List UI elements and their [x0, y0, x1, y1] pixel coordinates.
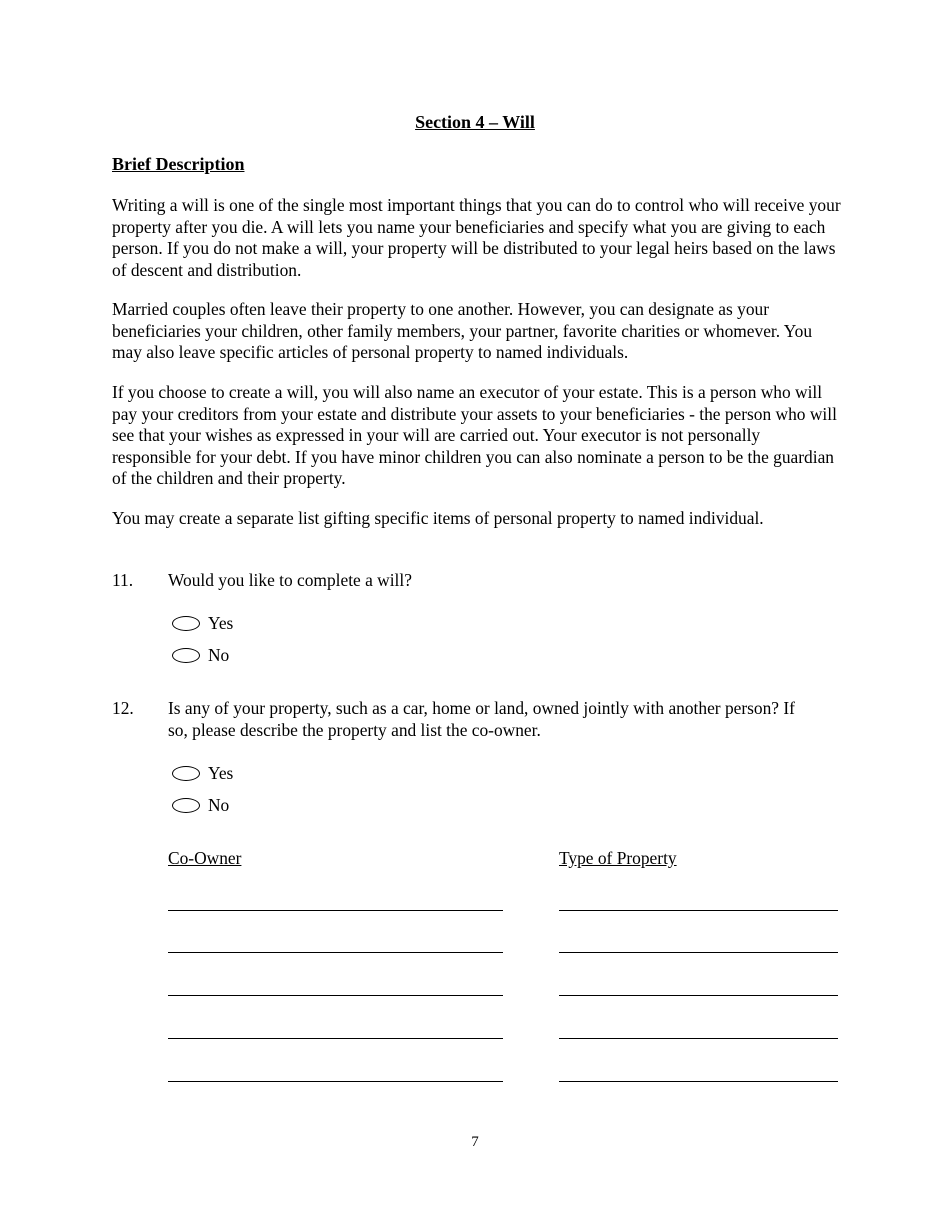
- co-owner-line-2[interactable]: [168, 952, 503, 953]
- paragraph-3: If you choose to create a will, you will also name an executor of your estate. This is a person who will pay your creditors from your estate and distribute your assets to your beneficiaries - the person who will see that your wishes as expressed in your will are carried out. Your executor is not personally responsible for your debt. If you have minor children you can also nominate a person to be the guardian of the children and their property.: [112, 382, 837, 488]
- co-owner-line-4[interactable]: [168, 1038, 503, 1039]
- paragraph-1: Writing a will is one of the single most important things that you can do to control who will receive your property after you die. A will lets you name your beneficiaries and specify what you are giving to each person. If you do not make a will, your property will be distributed to your legal heirs based on the laws of descent and distribution.: [112, 195, 841, 280]
- property-line-4[interactable]: [559, 1038, 838, 1039]
- co-owner-line-3[interactable]: [168, 995, 503, 996]
- q11-no-radio[interactable]: [172, 648, 200, 663]
- section-title: Section 4 – Will: [415, 112, 535, 132]
- question-11-text: Would you like to complete a will?: [168, 570, 412, 590]
- q11-no-option[interactable]: [172, 645, 229, 666]
- q11-no-label: No: [208, 645, 230, 665]
- q12-yes-option[interactable]: [172, 763, 233, 784]
- q11-yes-radio[interactable]: [172, 616, 200, 631]
- property-line-5[interactable]: [559, 1081, 838, 1082]
- question-12-number: 12.: [112, 698, 134, 718]
- q11-yes-option[interactable]: [172, 613, 233, 634]
- brief-description-heading: Brief Description: [112, 154, 245, 174]
- question-11-number: 11.: [112, 570, 134, 590]
- q11-yes-label: Yes: [208, 613, 234, 633]
- paragraph-4: You may create a separate list gifting specific items of personal property to named individual.: [112, 508, 764, 528]
- q12-no-label: No: [208, 795, 230, 815]
- q12-no-option[interactable]: [172, 795, 229, 816]
- question-12-text: Is any of your property, such as a car, home or land, owned jointly with another person? If so, please describe the property and list the co-owner.: [168, 698, 795, 740]
- property-line-1[interactable]: [559, 910, 838, 911]
- q12-yes-label: Yes: [208, 763, 234, 783]
- q12-no-radio[interactable]: [172, 798, 200, 813]
- co-owner-line-1[interactable]: [168, 910, 503, 911]
- property-line-2[interactable]: [559, 952, 838, 953]
- page-number: 7: [471, 1134, 479, 1150]
- co-owner-header: Co-Owner: [168, 848, 242, 868]
- paragraph-2: Married couples often leave their property to one another. However, you can designate as your beneficiaries your children, other family members, your partner, favorite charities or whomever. You may also leave specific articles of personal property to named individuals.: [112, 299, 813, 362]
- q12-yes-radio[interactable]: [172, 766, 200, 781]
- property-line-3[interactable]: [559, 995, 838, 996]
- type-of-property-header: Type of Property: [559, 848, 677, 868]
- co-owner-line-5[interactable]: [168, 1081, 503, 1082]
